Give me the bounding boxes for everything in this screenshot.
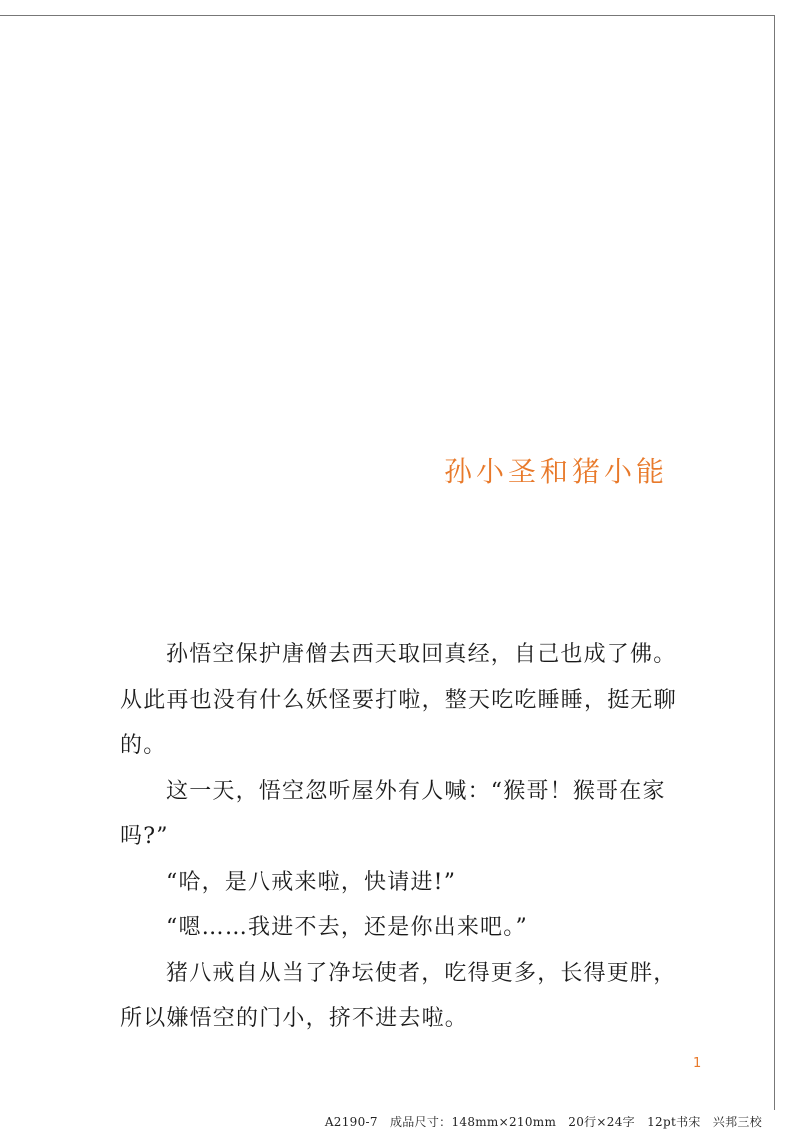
paragraph: 孙悟空保护唐僧去西天取回真经，自己也成了佛。从此再也没有什么妖怪要打啦，整天吃吃睡睡，挺无聊的。 bbox=[120, 642, 677, 758]
paragraph: “嗯……我进不去，还是你出来吧。” bbox=[166, 915, 528, 940]
paragraph: 猪八戒自从当了净坛使者，吃得更多，长得更胖，所以嫌悟空的门小，挤不进去啦。 bbox=[120, 960, 677, 1031]
paragraph: 这一天，悟空忽听屋外有人喊：“猴哥！猴哥在家吗?” bbox=[120, 778, 666, 849]
print-spec-footer bbox=[317, 1113, 762, 1130]
chapter-title: 孙小圣和猪小能 bbox=[443, 455, 668, 488]
body-text bbox=[120, 632, 680, 1042]
footer-font: 12pt书宋 bbox=[647, 1115, 701, 1129]
footer-layout: 20行×24字 bbox=[568, 1115, 635, 1129]
page-number: 1 bbox=[693, 1056, 702, 1071]
footer-size: 成品尺寸：148mm×210mm bbox=[389, 1115, 557, 1129]
footer-code: A2190-7 bbox=[324, 1115, 378, 1129]
paragraph: “哈，是八戒来啦，快请进!” bbox=[166, 869, 457, 895]
footer-proof: 兴邦三校 bbox=[712, 1115, 762, 1129]
